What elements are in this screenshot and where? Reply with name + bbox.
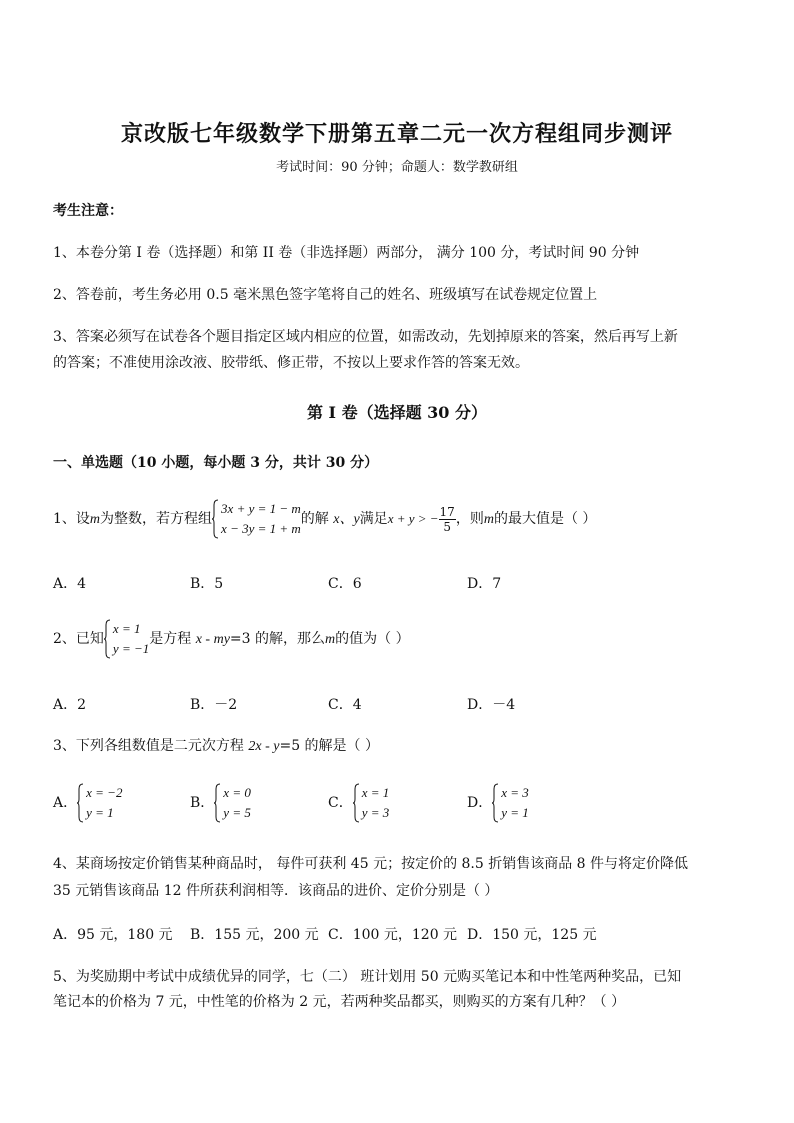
brace-icon — [492, 783, 499, 823]
q1-equation-system — [212, 499, 301, 539]
q2-prefix: 2、已知 — [53, 631, 104, 647]
q2-text-a: 是方程 — [149, 631, 192, 647]
q1-vars: x、y — [333, 512, 360, 527]
q1-text-c: 满足 — [359, 511, 388, 527]
question-1 — [53, 499, 596, 539]
page-title: 京改版七年级数学下册第五章二元一次方程组同步测评 — [120, 121, 673, 147]
q2-equation: x - my — [195, 632, 230, 647]
q1-text-a: 为整数，若方程组 — [100, 511, 213, 527]
q3-option-d[interactable] — [467, 783, 529, 823]
q3-option-a[interactable] — [53, 783, 122, 823]
q1-fraction — [439, 505, 456, 534]
q3-option-a-eq-1: x = −2 — [86, 785, 123, 800]
notice-heading: 考生注意： — [53, 203, 123, 219]
brace-icon — [77, 783, 84, 823]
q2-eq-1: x = 1 — [112, 621, 141, 636]
q3-option-b-eq-2: y = 5 — [223, 805, 251, 820]
q1-option-c[interactable]: C．6 — [328, 576, 362, 592]
notice-item-3-line-2: 的答案；不准使用涂改液、胶带纸、修正带，不按以上要求作答的答案无效。 — [53, 355, 529, 371]
q2-option-b[interactable]: B．－2 — [190, 697, 238, 713]
q4-option-b[interactable]: B．155 元，200 元 — [190, 927, 319, 943]
q3-option-a-system — [77, 783, 122, 823]
q3-option-c-label: C． — [328, 795, 353, 811]
q3-option-a-eq-2: y = 1 — [86, 805, 114, 820]
notice-item-2: 2、答卷前，考生务必用 0.5 毫米黑色签字笔将自己的姓名、班级填写在试卷规定位置上 — [53, 287, 598, 303]
q2-option-d[interactable]: D．－4 — [467, 697, 516, 713]
brace-icon — [104, 619, 111, 659]
question-3 — [53, 735, 379, 755]
q2-option-c[interactable]: C．4 — [328, 697, 362, 713]
q3-option-d-eq-1: x = 3 — [501, 785, 529, 800]
q1-option-a[interactable]: A．4 — [53, 576, 87, 592]
q5-line-1: 5、为奖励期中考试中成绩优异的同学，七（二） 班计划用 50 元购买笔记本和中性笔两种奖品，已知 — [53, 969, 682, 985]
q1-text-e: 的最大值是（ ） — [493, 511, 597, 527]
q1-var-m2: m — [483, 512, 494, 527]
q1-prefix: 1、设 — [53, 511, 90, 527]
q1-inequality: x + y > − — [387, 511, 439, 526]
q3-option-c-system — [353, 783, 390, 823]
q3-equation: 2x - y — [248, 739, 280, 754]
q3-option-b-system — [214, 783, 251, 823]
notice-item-1: 1、本卷分第 I 卷（选择题）和第 II 卷（非选择题）两部分， 满分 100 分，考试时间 90 分钟 — [53, 245, 640, 261]
q1-frac-num: 17 — [439, 504, 455, 519]
brace-icon — [353, 783, 360, 823]
q1-eq-1: 3x + y = 1 − m — [221, 501, 301, 516]
q2-eq-2: y = −1 — [112, 641, 150, 656]
q3-text-b: =5 的解是（ ） — [279, 738, 380, 754]
q3-option-a-label: A． — [53, 795, 78, 811]
q1-frac-den: 5 — [443, 519, 451, 534]
q1-text-b: 的解 — [300, 511, 329, 527]
q2-text-b: =3 的解，那么 — [229, 631, 325, 647]
q2-option-a[interactable]: A．2 — [53, 697, 87, 713]
q2-var-m: m — [325, 632, 336, 647]
q2-text-c: 的值为（ ） — [335, 631, 410, 647]
q3-option-d-label: D． — [467, 795, 493, 811]
q1-eq-2: x − 3y = 1 + m — [221, 521, 301, 536]
q4-option-d[interactable]: D．150 元，125 元 — [467, 927, 597, 943]
q1-var-m: m — [89, 512, 101, 527]
q3-option-c-eq-2: y = 3 — [361, 805, 390, 820]
q4-line-1: 4、某商场按定价销售某种商品时， 每件可获利 45 元；按定价的 8.5 折销售该商品 8 件与将定价降低 — [53, 856, 689, 872]
q3-text-a: 3、下列各组数值是二元次方程 — [53, 738, 244, 754]
q4-line-2: 35 元销售该商品 12 件所获利润相等．该商品的进价、定价分别是（ ） — [53, 883, 499, 899]
q3-option-b-eq-1: x = 0 — [223, 785, 251, 800]
q3-option-b-label: B． — [190, 795, 215, 811]
brace-icon — [214, 783, 221, 823]
q4-option-c[interactable]: C．100 元，120 元 — [328, 927, 458, 943]
q3-option-c[interactable] — [328, 783, 389, 823]
q5-line-2: 笔记本的价格为 7 元，中性笔的价格为 2 元，若两种奖品都买，则购买的方案有几种？（ ） — [53, 994, 626, 1010]
q3-option-d-eq-2: y = 1 — [501, 805, 529, 820]
q1-text-d: ，则 — [455, 511, 484, 527]
section-title: 第 I 卷（选择题 30 分） — [306, 403, 488, 422]
question-2 — [53, 619, 410, 659]
part-one-heading: 一、单选题（10 小题，每小题 3 分，共计 30 分） — [53, 455, 379, 471]
q1-option-b[interactable]: B．5 — [190, 576, 224, 592]
q4-option-a[interactable]: A．95 元，180 元 — [53, 927, 173, 943]
q3-option-b[interactable] — [190, 783, 251, 823]
q1-option-d[interactable]: D．7 — [467, 576, 502, 592]
q3-option-d-system — [492, 783, 529, 823]
page-subtitle: 考试时间：90 分钟；命题人：数学教研组 — [276, 160, 518, 175]
notice-item-3-line-1: 3、答案必须写在试卷各个题目指定区域内相应的位置，如需改动，先划掉原来的答案，然后再写上新 — [53, 329, 678, 345]
q2-equation-system — [104, 619, 149, 659]
q3-option-c-eq-1: x = 1 — [361, 785, 390, 800]
brace-icon — [212, 499, 219, 539]
